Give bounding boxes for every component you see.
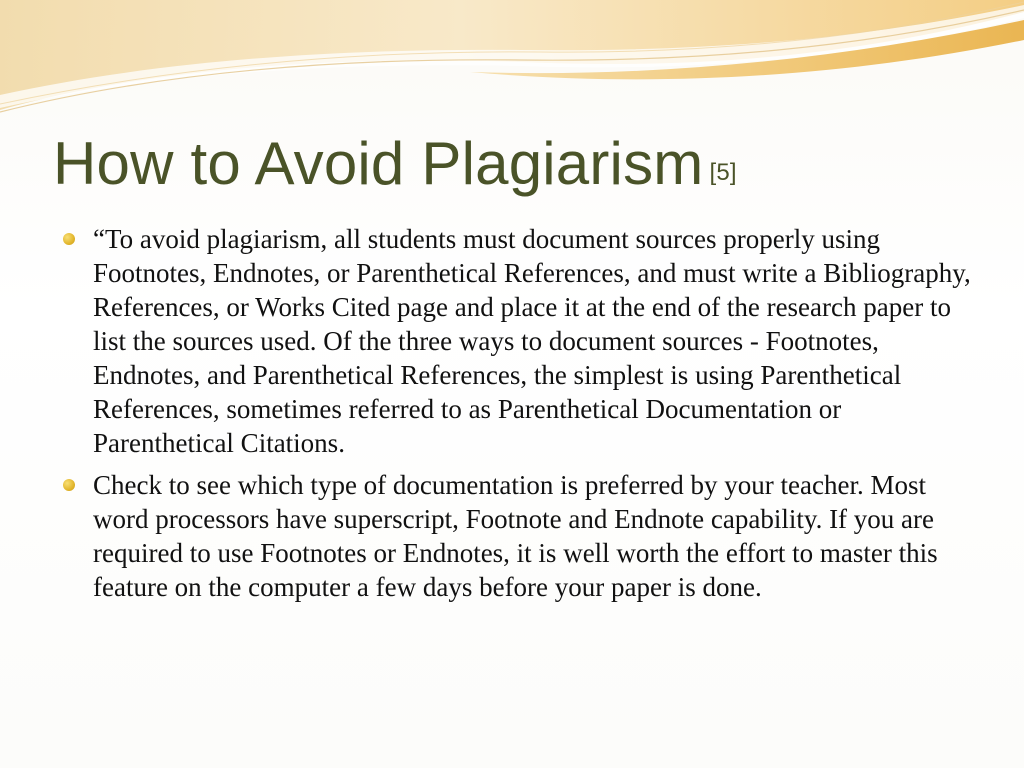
gold-dot-bullet-icon [63, 479, 75, 491]
gold-dot-bullet-icon [63, 233, 75, 245]
bullet-text: Check to see which type of documentation is preferred by your teacher. Most word processors have superscript, Footnote and Endnote capability. If you are required to use Footnotes or Endnotes, it is well worth the effort to master this feature on the computer a few days before your paper is done. [93, 470, 938, 602]
bullet-item [62, 222, 972, 460]
top-decorative-swoosh [0, 0, 1024, 120]
slide-title-text: How to Avoid Plagiarism [53, 130, 704, 197]
slide-title [53, 128, 737, 209]
bullet-item [62, 468, 972, 604]
title-citation: [5] [709, 159, 737, 186]
bullet-list [62, 222, 972, 612]
bullet-text: “To avoid plagiarism, all students must document sources properly using Footnotes, Endnotes, or Parenthetical References, and must write a Bibliography, References, or Works Cited page and place it at the end of the research paper to list the sources used. Of the three ways to document sources - Footnotes, Endnotes, and Parenthetical References, the simplest is using Parenthetical References, sometimes referred to as Parenthetical Documentation or Parenthetical Citations. [93, 224, 971, 458]
